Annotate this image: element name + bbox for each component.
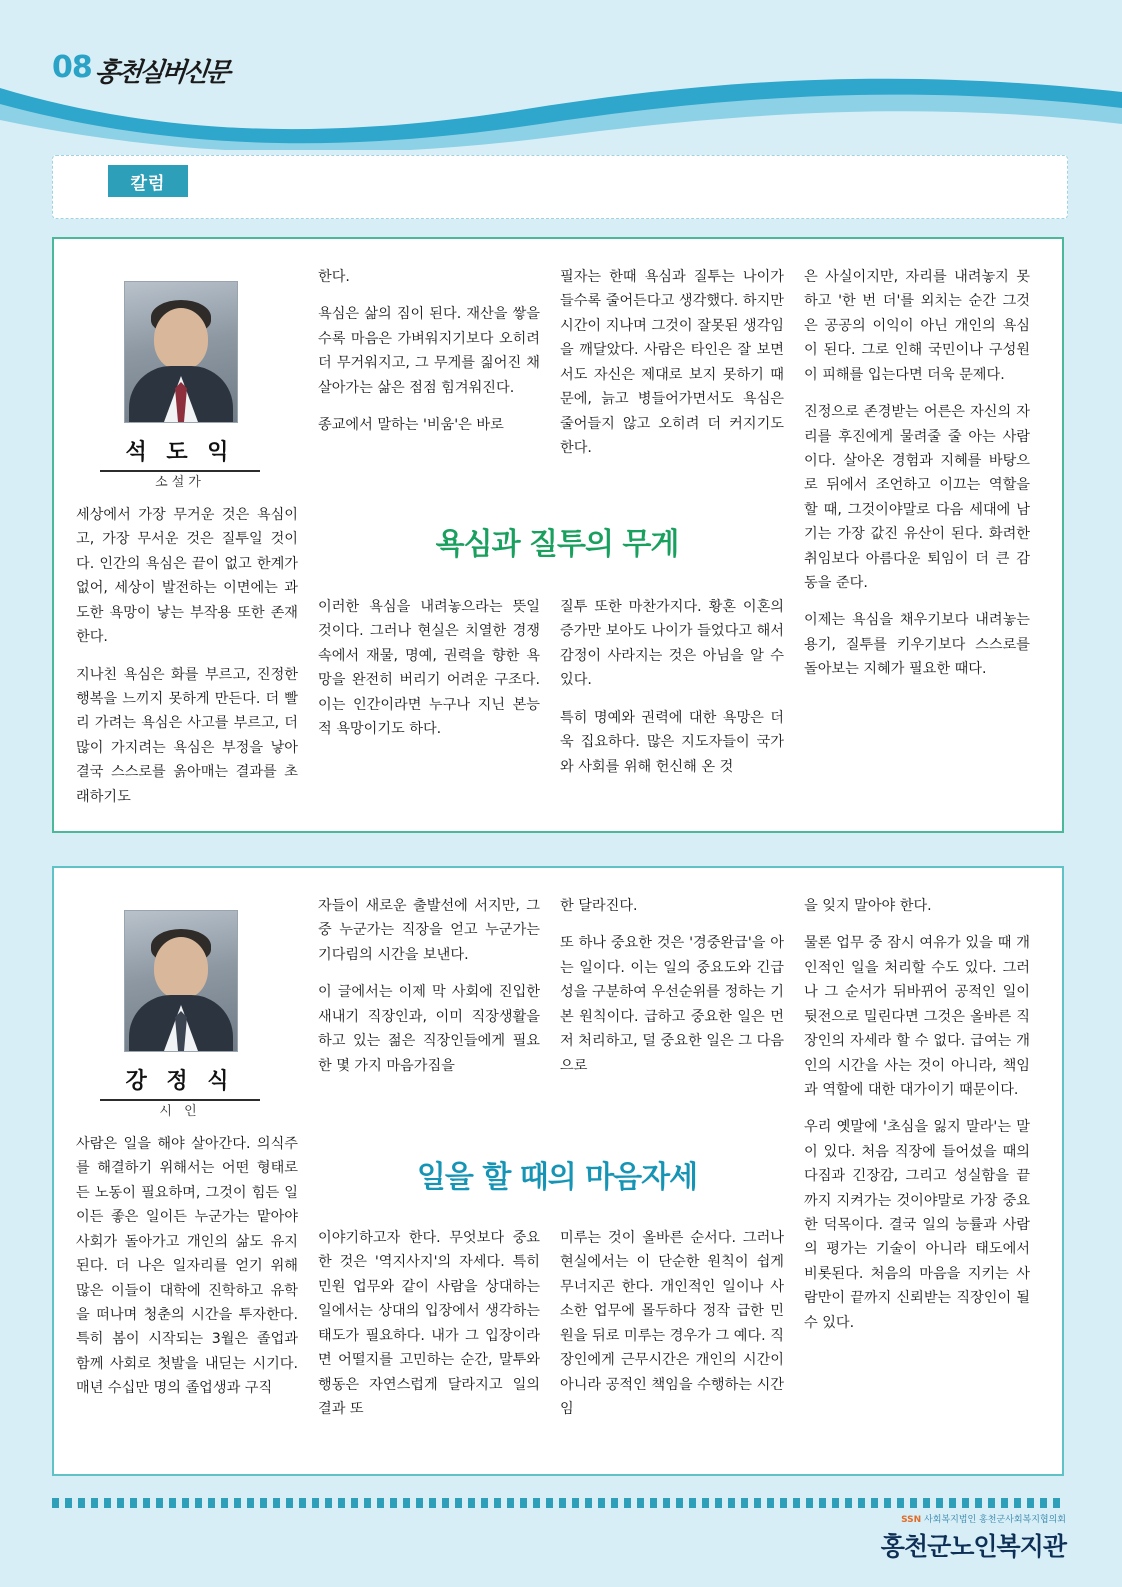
article2-column-3-bottom: 미루는 것이 올바른 순서다. 그러나 현실에서는 이 단순한 원칙이 쉽게 무너지곤 한다. 개인적인 일이나 사소한 업무에 몰두하다 정작 급한 민원을 뒤로 미루는 경우가 그 예다. 직장인에게 근무시간은 개인의 시간이 아니라 공적인 책임을 수행하는 시간임 xyxy=(560,1230,784,1417)
article1-column-2-bottom: 이러한 욕심을 내려놓으라는 뜻일 것이다. 그러나 현실은 치열한 경쟁 속에서 재물, 명예, 권력을 향한 욕망을 완전히 버리기 어려운 구조다. 이는 인간이라면 누구나 지닌 본능적 욕망이기도 하다. xyxy=(318,599,540,738)
footer-org-small-text: 사회복지법인 홍천군사회복지협의회 xyxy=(924,1515,1066,1525)
article-card-2 xyxy=(52,866,1064,1476)
footer-divider xyxy=(52,1498,1066,1508)
author-role: 시 인 xyxy=(159,1104,201,1119)
author-photo xyxy=(124,281,238,423)
article1-column-3-top: 필자는 한때 욕심과 질투는 나이가 들수록 줄어든다고 생각했다. 하지만 시간이 지나며 그것이 잘못된 생각임을 깨달았다. 사람은 타인은 잘 보면서도 자신은 제대로 보지 못하기 때문에, 늙고 병들어가면서도 욕심은 줄어들지 않고 오히려 더 커지기도 한다. xyxy=(560,269,784,456)
article1-column-2-top: 한다. 욕심은 삶의 짐이 된다. 재산을 쌓을수록 마음은 가벼워지기보다 오히려 더 무거워지고, 그 무게를 짊어진 채 살아가는 삶은 점점 힘겨워진다. 종교에서 말하는 '비움'은 바로 xyxy=(318,269,540,434)
article2-headline: 일을 할 때의 마음자세 xyxy=(416,1160,698,1195)
author-name: 석 도 익 xyxy=(100,435,260,472)
article1-column-3-bottom: 질투 또한 마찬가지다. 황혼 이혼의 증가만 보아도 나이가 들었다고 해서 감정이 사라지는 것은 아님을 알 수 있다. 특히 명예와 권력에 대한 욕망은 더욱 집요하다. 많은 지도자들이 국가와 사회를 위해 헌신해 온 것 xyxy=(560,599,784,775)
author-role: 소설가 xyxy=(155,475,205,490)
article1-headline: 욕심과 질투의 무게 xyxy=(435,527,679,562)
article1-column-4: 은 사실이지만, 자리를 내려놓지 못하고 '한 번 더'를 외치는 순간 그것은 공공의 이익이 아닌 개인의 욕심이 된다. 그로 인해 국민이나 구성원이 피해를 입는다면 더욱 문제다. 진정으로 존경받는 어른은 자신의 자리를 후진에게 물려줄 줄 아는 사람이다. 살아온 경험과 지혜를 바탕으로 뒤에서 조언하고 이끄는 역할을 할 때, 그것이야말로 다음 세대에 남기는 가장 값진 유산이 된다. 화려한 취임보다 아름다운 퇴임이 더 큰 감동을 준다. 이제는 욕심을 채우기보다 내려놓는 용기, 질투를 키우기보다 스스로를 돌아보는 지혜가 필요한 때다. xyxy=(804,269,1030,678)
article2-column-2-top: 자들이 새로운 출발선에 서지만, 그중 누군가는 직장을 얻고 누군가는 기다림의 시간을 보낸다. 이 글에서는 이제 막 사회에 진입한 새내기 직장인과, 이미 직장생활을 하고 있는 젊은 직장인들에게 필요한 몇 가지 마음가짐을 xyxy=(318,898,540,1074)
article2-column-4: 을 잊지 말아야 한다. 물론 업무 중 잠시 여유가 있을 때 개인적인 일을 처리할 수도 있다. 그러나 그 순서가 뒤바뀌어 공적인 일이 뒷전으로 밀린다면 그것은 올바른 직장인의 자세라 할 수 없다. 급여는 개인의 시간을 사는 것이 아니라, 책임과 역할에 대한 대가이기 때문이다. 우리 옛말에 '초심을 잃지 말라'는 말이 있다. 처음 직장에 들어섰을 때의 다짐과 긴장감, 그리고 성실함을 끝까지 지켜가는 것이야말로 가장 중요한 덕목이다. 결국 일의 능률과 사람의 평가는 기술이 아니라 태도에서 비롯된다. 처음의 마음을 지키는 사람만이 끝까지 신뢰받는 직장인이 될 수 있다. xyxy=(804,898,1030,1331)
section-tag-column: 칼럼 xyxy=(108,165,188,197)
author-name: 강 정 식 xyxy=(100,1064,260,1101)
page-header xyxy=(0,0,1122,150)
section-bar xyxy=(52,155,1068,219)
article2-column-1: 사람은 일을 해야 살아간다. 의식주를 해결하기 위해서는 어떤 형태로든 노동이 필요하며, 그것이 힘든 일이든 좋은 일이든 누군가는 맡아야 사회가 돌아가고 개인의 삶도 유지된다. 더 나은 일자리를 얻기 위해 많은 이들이 대학에 진학하고 유학을 떠나며 청춘의 시간을 투자한다. 특히 봄이 시작되는 3월은 졸업과 함께 사회로 첫발을 내딛는 시기다. 매년 수십만 명의 졸업생과 구직 xyxy=(76,1136,298,1397)
page-number: 08 xyxy=(52,50,92,85)
masthead-logo: 홍천실버신문 xyxy=(93,58,230,88)
footer-org-subtitle xyxy=(881,1512,1066,1525)
article-card-1 xyxy=(52,237,1064,833)
article1-column-1: 세상에서 가장 무거운 것은 욕심이고, 가장 무서운 것은 질투일 것이다. 인간의 욕심은 끝이 없고 한계가 없어, 세상이 발전하는 이면에는 과도한 욕망이 낳는 부작용 또한 존재한다. 지나친 욕심은 화를 부르고, 진정한 행복을 느끼지 못하게 만든다. 더 빨리 가려는 욕심은 사고를 부르고, 더 많이 가지려는 욕심은 부정을 낳아 결국 스스로를 옭아매는 결과를 초래하기도 xyxy=(76,507,298,805)
footer-ssn-mark: SSN xyxy=(901,1515,922,1525)
footer-org-name: 홍천군노인복지관 xyxy=(880,1532,1066,1561)
author-photo xyxy=(124,910,238,1052)
article2-column-3-top: 한 달라진다. 또 하나 중요한 것은 '경중완급'을 아는 일이다. 이는 일의 중요도와 긴급성을 구분하여 우선순위를 정하는 기본 원칙이다. 급하고 중요한 일은 먼저 처리하고, 덜 중요한 일은 그 다음으로 xyxy=(560,898,784,1074)
footer-logo xyxy=(881,1512,1066,1563)
article2-column-2-bottom: 이야기하고자 한다. 무엇보다 중요한 것은 '역지사지'의 자세다. 특히 민원 업무와 같이 사람을 상대하는 일에서는 상대의 입장에서 생각하는 태도가 필요하다. 내가 그 입장이라면 어떨지를 고민하는 순간, 말투와 행동은 자연스럽게 달라지고 일의 결과 또 xyxy=(318,1230,540,1417)
